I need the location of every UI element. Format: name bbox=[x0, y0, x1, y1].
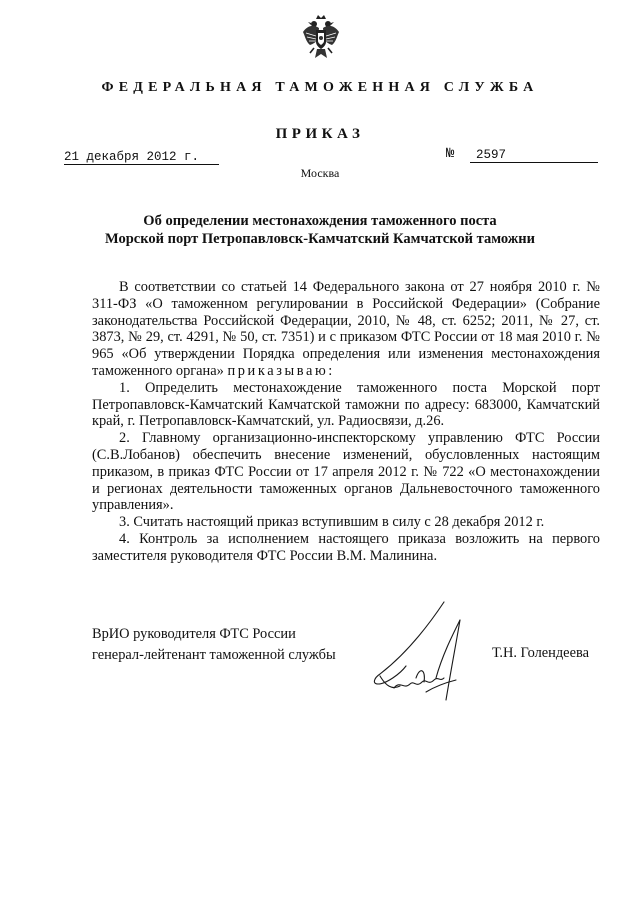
order-title-line-2: Морской порт Петропавловск-Камчатский Камчатской таможни bbox=[105, 231, 535, 247]
order-item-4: 4. Контроль за исполнением настоящего приказа возложить на первого заместителя руководителя ФТС России В.М. Малинина. bbox=[92, 530, 600, 564]
preamble-paragraph bbox=[92, 279, 600, 380]
order-item-2: 2. Главному организационно-инспекторскому управлению ФТС России (С.В.Лобанов) обеспечить внесение изменений, обусловленных настоящим приказом, в приказ ФТС России от 17 апреля 2012 г. № 722 «О местонахождении и регионах деятельности таможенных органов Дальневосточного таможенного управления». bbox=[92, 430, 600, 514]
order-word: приказываю: bbox=[227, 362, 335, 379]
preamble-text: В соответствии со статьей 14 Федерального закона от 27 ноября 2010 г. № 311-ФЗ «О таможенном регулировании в Российской Федерации» (Собрание законодательства Российской Федерации, 2010, № 48, ст. 6252; 2011, № 27, ст. 3873, № 29, ст. 4291, № 50, ст. 7351) и с приказом ФТС России от 18 мая 2010 г. № 965 «Об утверждении Порядка определения или изменения местонахождения таможенного органа» bbox=[92, 279, 600, 379]
order-item-1: 1. Определить местонахождение таможенного поста Морской порт Петропавловск-Камчатский Камчатской таможни по адресу: 683000, Камчатский край, г. Петропавловск-Камчатский, ул. Радиосвязи, д.26. bbox=[92, 379, 600, 430]
agency-name: ФЕДЕРАЛЬНАЯ ТАМОЖЕННАЯ СЛУЖБА bbox=[101, 80, 539, 95]
signer-position bbox=[92, 624, 352, 666]
signer-name: Т.Н. Голендеева bbox=[492, 645, 589, 661]
order-item-3: 3. Считать настоящий приказ вступившим в силу с 28 декабря 2012 г. bbox=[119, 514, 545, 531]
order-date: 21 декабря 2012 г. bbox=[64, 150, 219, 165]
order-number-label: № bbox=[446, 146, 455, 162]
signer-position-line-1: ВрИО руководителя ФТС России bbox=[92, 626, 296, 642]
signer-position-line-2: генерал-лейтенант таможенной службы bbox=[92, 647, 336, 663]
issue-city: Москва bbox=[300, 166, 340, 180]
order-title-line-1: Об определении местонахождения таможенного поста bbox=[143, 213, 497, 229]
order-body bbox=[92, 279, 600, 565]
handwritten-signature bbox=[366, 596, 486, 708]
order-number: 2597 bbox=[470, 148, 598, 163]
document-type: ПРИКАЗ bbox=[275, 126, 365, 142]
order-title bbox=[0, 212, 640, 248]
emblem-icon bbox=[301, 14, 341, 64]
